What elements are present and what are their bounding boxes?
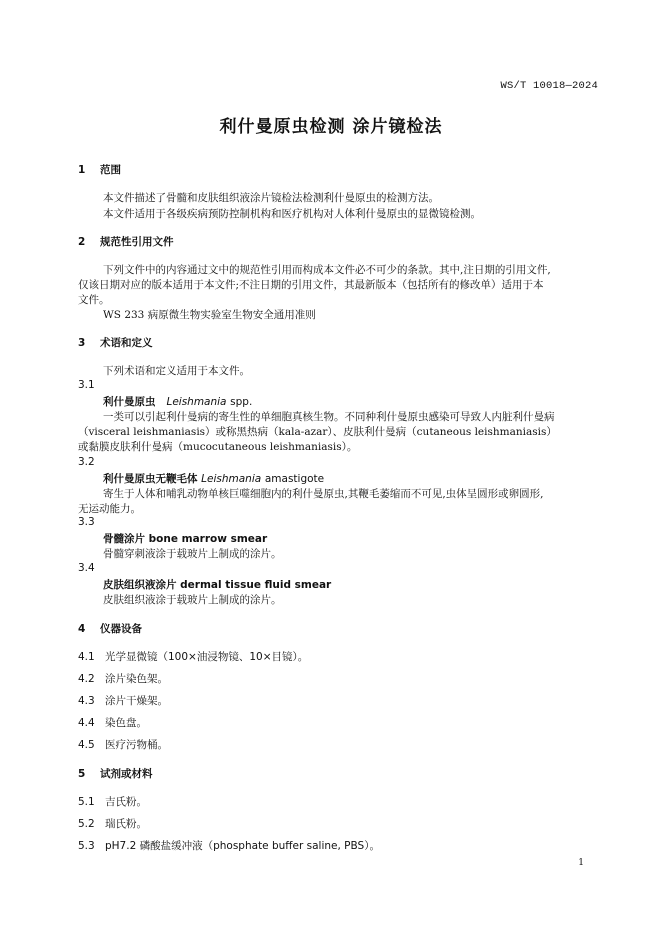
item-text: 涂片干燥架。 (105, 695, 168, 707)
item-number: 5.2 (78, 818, 95, 830)
term-3-2-definition-line: 无运动能力。 (78, 503, 141, 515)
page-number: 1 (578, 858, 584, 868)
section-2-number: 2 (78, 236, 86, 248)
term-3-2-definition-line: 寄生于人体和哺乳动物单核巨噬细胞内的利什曼原虫,其鞭毛萎缩而不可见,虫体呈圆形或卵圆形, (103, 488, 544, 500)
term-3-4-number: 3.4 (78, 562, 95, 574)
term-3-1-title (103, 394, 252, 409)
item-number: 5.1 (78, 796, 95, 808)
term-3-1-definition-line: 一类可以引起利什曼病的寄生性的单细胞真核生物。不同种利什曼原虫感染可导致人内脏利什曼病 (103, 411, 555, 423)
section-4-number: 4 (78, 623, 86, 635)
section-2-paragraph-line: 仅该日期对应的版本适用于本文件;不注日期的引用文件，其最新版本（包括所有的修改单）适用于本 (78, 279, 544, 291)
term-3-1-chinese: 利什曼原虫 (103, 396, 156, 408)
item-text: 吉氏粉。 (105, 796, 147, 808)
section-4-heading (78, 621, 142, 636)
term-3-3-title: 骨髓涂片 bone marrow smear (103, 533, 268, 545)
item-text: 医疗污物桶。 (105, 739, 168, 751)
item-text: 涂片染色架。 (105, 673, 168, 685)
list-item (78, 693, 168, 708)
list-item (78, 737, 168, 752)
item-text: pH7.2 磷酸盐缓冲液（phosphate buffer saline, PBS）。 (105, 840, 380, 852)
term-3-1-number: 3.1 (78, 379, 95, 391)
section-3-number: 3 (78, 337, 86, 349)
term-3-2-suffix: amastigote (264, 473, 325, 485)
item-number: 5.3 (78, 840, 95, 852)
item-number: 4.2 (78, 673, 95, 685)
item-number: 4.4 (78, 717, 95, 729)
list-item (78, 838, 380, 853)
term-3-1-latin: Leishmania (166, 396, 227, 408)
term-3-2-title (103, 471, 324, 486)
section-3-title: 术语和定义 (100, 337, 153, 349)
term-3-2-chinese: 利什曼原虫无鞭毛体 (103, 473, 198, 485)
list-item (78, 715, 147, 730)
section-2-paragraph-line: 文件。 (78, 294, 110, 306)
item-text: 瑞氏粉。 (105, 818, 147, 830)
list-item (78, 816, 147, 831)
section-3-intro: 下列术语和定义适用于本文件。 (103, 365, 250, 377)
section-2-title: 规范性引用文件 (100, 236, 174, 248)
section-4-title: 仪器设备 (100, 623, 142, 635)
term-3-1-definition-line: （visceral leishmaniasis）或称黑热病（kala-azar）、皮肤利什曼病（cutaneous leishmaniasis） (78, 426, 557, 438)
item-number: 4.1 (78, 651, 95, 663)
item-number: 4.5 (78, 739, 95, 751)
section-1-paragraph-1: 本文件描述了骨髓和皮肤组织液涂片镜检法检测利什曼原虫的检测方法。 (103, 192, 439, 204)
term-3-1-definition-line: 或黏膜皮肤利什曼病（mucocutaneous leishmaniasis）。 (78, 441, 358, 453)
term-3-3-number: 3.3 (78, 516, 95, 528)
list-item (78, 649, 308, 664)
standard-code: WS/T 10018—2024 (500, 80, 598, 92)
list-item (78, 671, 168, 686)
section-5-heading (78, 766, 153, 781)
section-1-paragraph-2: 本文件适用于各级疾病预防控制机构和医疗机构对人体利什曼原虫的显微镜检测。 (103, 208, 481, 220)
section-5-number: 5 (78, 768, 86, 780)
item-text: 光学显微镜（100×油浸物镜、10×目镜）。 (105, 651, 309, 663)
term-3-2-latin: Leishmania (201, 473, 262, 485)
term-3-2-number: 3.2 (78, 456, 95, 468)
term-3-4-title: 皮肤组织液涂片 dermal tissue fluid smear (103, 579, 332, 591)
item-number: 4.3 (78, 695, 95, 707)
section-2-paragraph-line: 下列文件中的内容通过文中的规范性引用而构成本文件必不可少的条款。其中,注日期的引用文件, (103, 264, 551, 276)
term-3-1-suffix: spp. (230, 396, 253, 408)
document-title: 利什曼原虫检测 涂片镜检法 (219, 117, 443, 137)
section-1-title: 范围 (100, 164, 121, 176)
item-text: 染色盘。 (105, 717, 147, 729)
term-3-3-definition: 骨髓穿刺液涂于载玻片上制成的涂片。 (103, 548, 282, 560)
term-3-4-definition: 皮肤组织液涂于载玻片上制成的涂片。 (103, 594, 282, 606)
normative-reference: WS 233 病原微生物实验室生物安全通用准则 (103, 309, 316, 321)
section-1-number: 1 (78, 164, 86, 176)
list-item (78, 794, 147, 809)
section-3-heading (78, 335, 153, 350)
section-5-title: 试剂或材料 (100, 768, 153, 780)
section-2-heading (78, 234, 174, 249)
section-1-heading (78, 162, 121, 177)
